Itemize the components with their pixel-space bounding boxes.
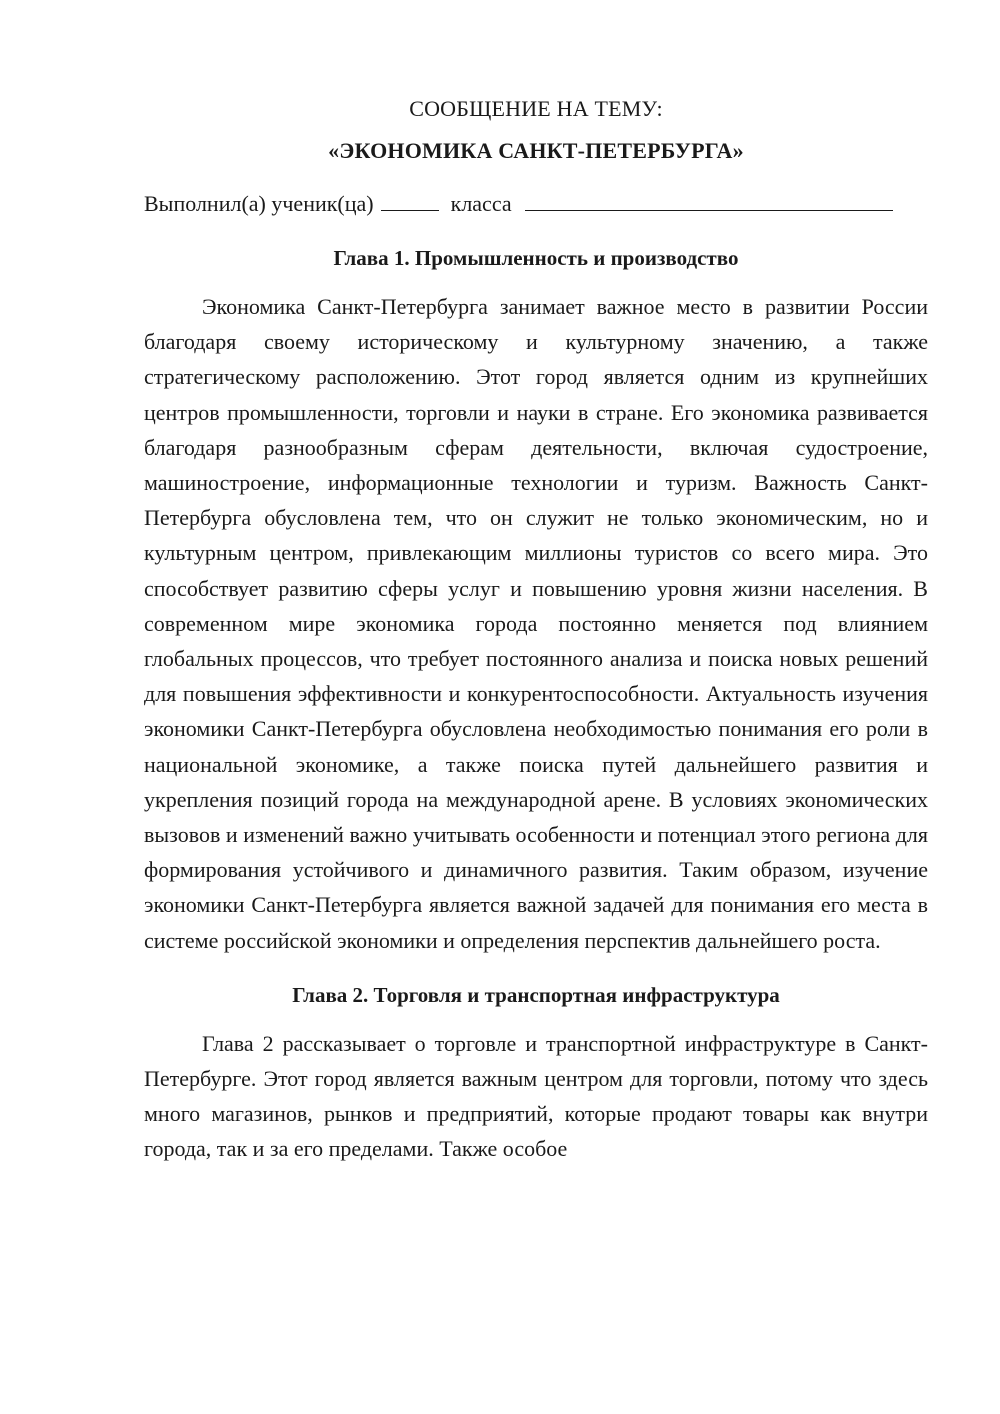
chapter-2-paragraph: Глава 2 рассказывает о торговле и транспортной инфраструктуре в Санкт-Петербурге. Этот город является важным центром для торговли, потому что здесь много магазинов, рынков и предприятий, которые продают товары как внутри города, так и за его пределами. Также особое <box>144 1030 928 1162</box>
student-name-blank <box>381 186 439 211</box>
chapter-1-paragraph: Экономика Санкт-Петербурга занимает важное место в развитии России благодаря своему историческому и культурному значению, а также стратегическому расположению. Этот город является одним из крупнейших центров промышленности, торговли и науки в стране. Его экономика развивается благодаря разнообразным сферам деятельности, включая судостроение, машиностроение, информационные технологии и туризм. Важность Санкт-Петербурга обусловлена тем, что он служит не только экономическим, но и культурным центром, привлекающим миллионы туристов со всего мира. Это способствует развитию сферы услуг и повышению уровня жизни населения. В современном мире экономика города постоянно меняется под влиянием глобальных процессов, что требует постоянного анализа и поиска новых решений для повышения эффективности и конкурентоспособности. Актуальность изучения экономики Санкт-Петербурга обусловлена необходимостью понимания его роли в национальной экономике, а также поиска путей дальнейшего развития и укрепления позиций города на международной арене. В условиях экономических вызовов и изменений важно учитывать особенности и потенциал этого региона для формирования устойчивого и динамичного развития. Таким образом, изучение экономики Санкт-Петербурга является важной задачей для понимания его места в системе российской экономики и определения перспектив дальнейшего роста. <box>144 294 928 953</box>
class-blank <box>525 186 893 211</box>
performed-by-label: Выполнил(а) ученик(ца) <box>144 191 374 216</box>
author-line <box>144 186 928 221</box>
document-heading-line-2: «ЭКОНОМИКА САНКТ-ПЕТЕРБУРГА» <box>328 138 744 163</box>
document-heading-line-1: СООБЩЕНИЕ НА ТЕМУ: <box>409 96 663 121</box>
chapter-2-title: Глава 2. Торговля и транспортная инфраструктура <box>292 982 780 1007</box>
class-label: класса <box>450 191 512 216</box>
document-body <box>144 92 928 1167</box>
chapter-1-title: Глава 1. Промышленность и производство <box>333 246 739 270</box>
